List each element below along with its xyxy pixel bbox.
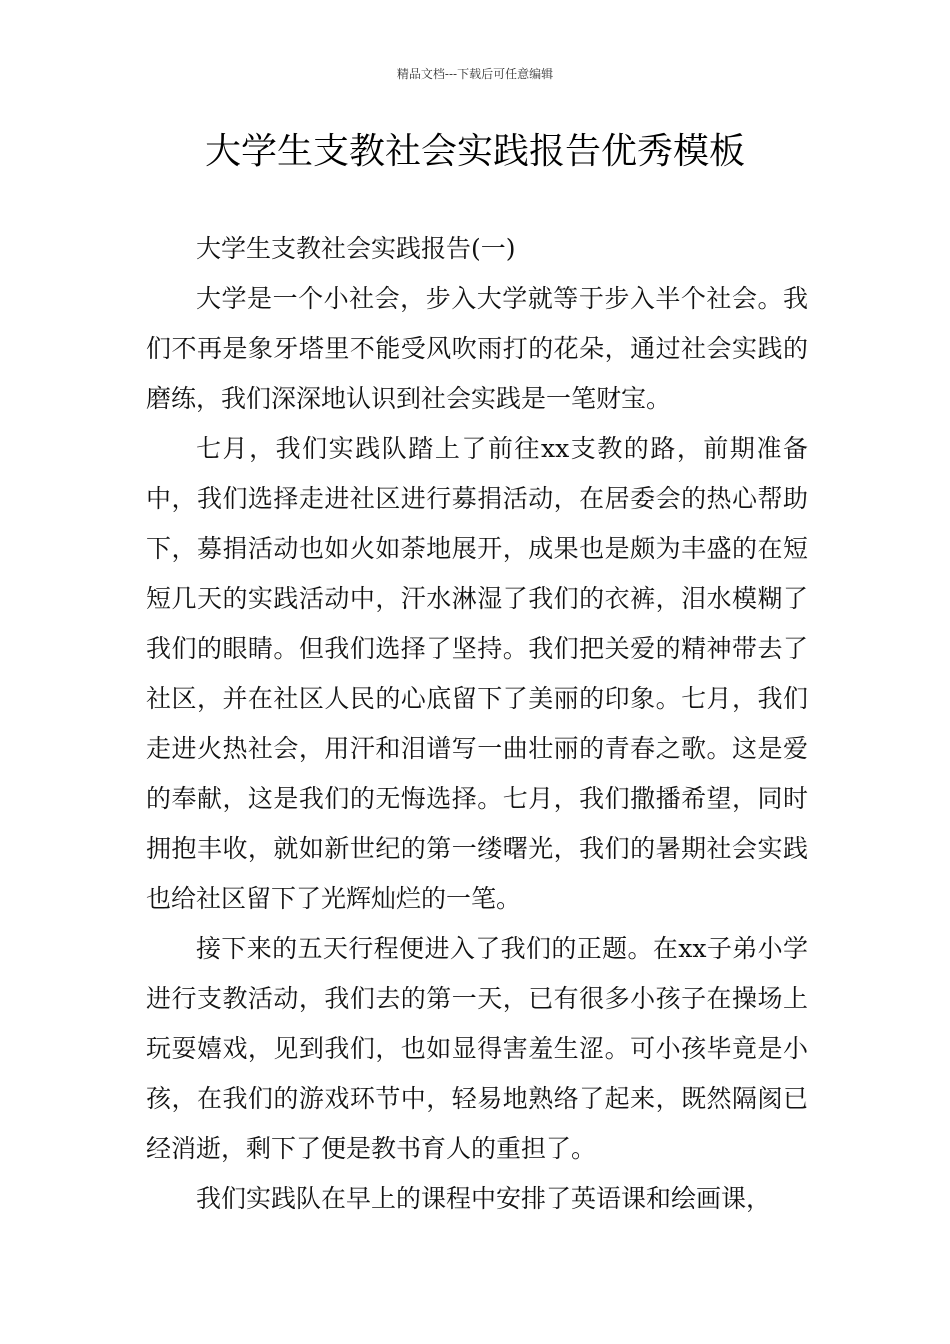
- body-paragraph-4: 我们实践队在早上的课程中安排了英语课和绘画课，: [196, 1184, 772, 1213]
- section-heading: 大学生支教社会实践报告(一): [196, 234, 516, 263]
- body-paragraph-3: 接下来的五天行程便进入了我们的正题。在xx子弟小学进行支教活动，我们去的第一天，已有很多小孩子在操场上玩耍嬉戏，见到我们，也如显得害羞生涩。可小孩毕竟是小孩，在我们的游戏环节中，轻易地熟络了起来，既然隔阂已经消逝，剩下了便是教书育人的重担了。: [146, 934, 808, 1163]
- document-body: [146, 224, 808, 1224]
- header-note: 精品文档---下载后可任意编辑: [396, 67, 554, 81]
- body-paragraph-1: 大学是一个小社会，步入大学就等于步入半个社会。我们不再是象牙塔里不能受风吹雨打的花朵，通过社会实践的磨练，我们深深地认识到社会实践是一笔财宝。: [146, 284, 808, 413]
- document-title: 大学生支教社会实践报告优秀模板: [204, 131, 745, 172]
- body-paragraph-2: 七月，我们实践队踏上了前往xx支教的路，前期准备中，我们选择走进社区进行募捐活动，在居委会的热心帮助下，募捐活动也如火如荼地展开，成果也是颇为丰盛的在短短几天的实践活动中，汗水淋湿了我们的衣裤，泪水模糊了我们的眼睛。但我们选择了坚持。我们把关爱的精神带去了社区，并在社区人民的心底留下了美丽的印象。七月，我们走进火热社会，用汗和泪谱写一曲壮丽的青春之歌。这是爱的奉献，这是我们的无悔选择。七月，我们撒播希望，同时拥抱丰收，就如新世纪的第一缕曙光，我们的暑期社会实践也给社区留下了光辉灿烂的一笔。: [146, 434, 808, 913]
